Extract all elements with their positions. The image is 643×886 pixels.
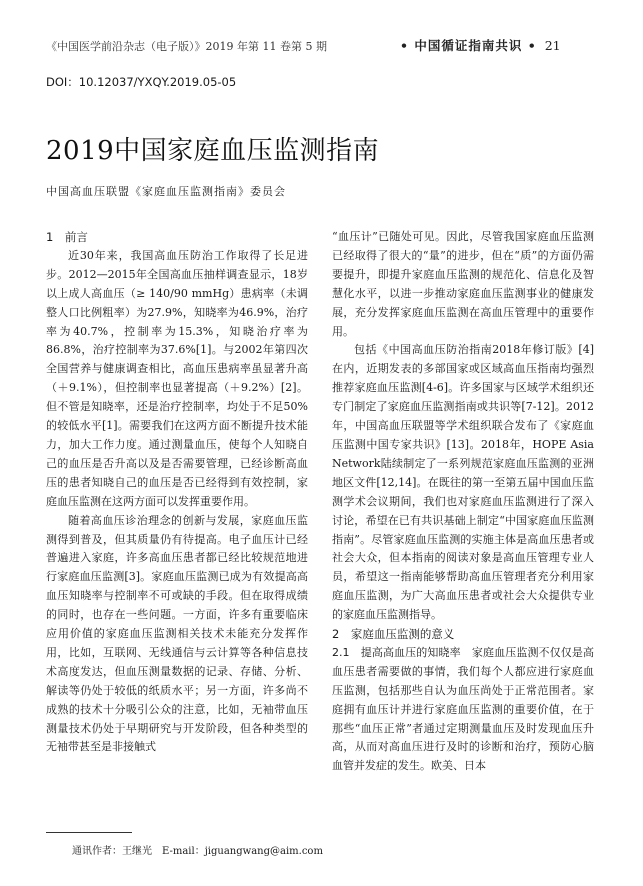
right-paragraph-2: 包括《中国高血压防治指南2018年修订版》[4]在内，近期发表的多部国家或区域高血压指南均强烈推荐家庭血压监测[4-6]。许多国家与区域学术组织还专门制定了家庭血压监测指南或共识等[7-12]。2012年，中国高血压联盟等学术组织联合发布了《家庭血压监测中国专家共识》[13]。2018年，HOPE Asia Network陆续制定了一系列规范家庭血压监测的亚洲地区文件[12,14]。在既往的第一至第五届中国血压监测学术会议期间，我们也对家庭血压监测进行了深入讨论，希望在已有共识基础上制定“中国家庭血压监测指南”。尽管家庭血压监测的实施主体是高血压患者或社会大众，但本指南的阅读对象是高血压管理专业人员，希望这一指南能够帮助高血压管理者充分利用家庭血压监测，为广大高血压患者或社会大众提供专业的家庭血压监测指导。 [332,343,594,622]
footnote-divider [46,832,132,833]
intro-paragraph-2: 随着高血压诊治理念的创新与发展，家庭血压监测得到普及，但其质量仍有待提高。电子血压计已经普遍进入家庭，许多高血压患者都已经比较规范地进行家庭血压监测[3]。家庭血压监测已成为有效提高高血压知晓率与控制率不可或缺的手段。但在取得成绩的同时，也存在一些问题。一方面，许多有重要临床应用价值的家庭血压监测相关技术未能充分发挥作用，比如，互联网、无线通信与云计算等各种信息技术高度发达，但血压测量数据的记录、存储、分析、解读等仍处于较低的纸质水平；另一方面，许多尚不成熟的技术十分吸引公众的注意，比如，无袖带血压测量技术仍处于早期研究与开发阶段，但各种类型的无袖带甚至是非接触式 [46,513,308,754]
section-2-heading: 2 家庭血压监测的意义 [332,627,455,642]
authors: 中国高血压联盟《家庭血压监测指南》委员会 [46,185,286,198]
right-column [332,228,594,776]
intro-paragraph-1: 近30年来，我国高血压防治工作取得了长足进步。2012—2015年全国高血压抽样调查显示，18岁以上成人高血压（≥ 140/90 mmHg）患病率（未调整人口比例粗率）为27.9%，知晓率为46.9%，治疗率为40.7%，控制率为15.3%，知晓治疗率为86.8%，治疗控制率为37.6%[1]。与2002年第四次全国营养与健康调查相比，高血压患病率虽显著升高（＋9.1%），但控制率也显著提高（＋9.2%）[2]。但不管是知晓率，还是治疗控制率，均处于不足50%的较低水平[1]。需要我们在这两方面不断提升技术能力，加大工作力度。通过测量血压，使每个人知晓自己的血压是否升高以及是否需要管理，已经诊断高血压的患者知晓自己的血压是否已经得到有效控制，家庭血压监测在这两方面可以发挥重要作用。 [46,248,308,508]
doi[interactable]: DOI：10.12037/YXQY.2019.05-05 [46,75,237,89]
section-2-1-paragraph [332,644,594,776]
right-paragraph-1: “血压计”已随处可见。因此，尽管我国家庭血压监测已经取得了很大的“量”的进步，但在“质”的方面仍需要提升，即提升家庭血压监测的规范化、信息化及智慧化水平，以进一步推动家庭血压监测事业的健康发展，充分发挥家庭血压监测在高血压管理中的重要作用。 [332,230,594,338]
footnote: 通讯作者：王继光 E-mail：jiguangwang@aim.com [72,846,323,857]
article-title: 2019中国家庭血压监测指南 [46,136,380,166]
intro-heading: 1 前言 [46,230,88,244]
left-column [46,228,308,757]
section-header [400,36,561,54]
journal-header: 《中国医学前沿杂志（电子版）》2019 年第 11 卷第 5 期 [46,40,327,53]
section-2-1-label: 2.1 提高高血压的知晓率 [332,645,461,659]
section-label: • 中国循证指南共识 • [400,38,537,53]
page-number: 21 [544,38,561,53]
section-2-1-text: 家庭血压监测不仅仅是高血压患者需要做的事情，我们每个人都应进行家庭血压监测，包括那些自认为血压尚处于正常范围者。家庭拥有血压计并进行家庭血压监测的重要价值，在于那些“血压正常”者通过定期测量血压及时发现血压升高，从而对高血压进行及时的诊断和治疗，预防心脑血管并发症的发生。欧美、日本 [332,645,595,773]
